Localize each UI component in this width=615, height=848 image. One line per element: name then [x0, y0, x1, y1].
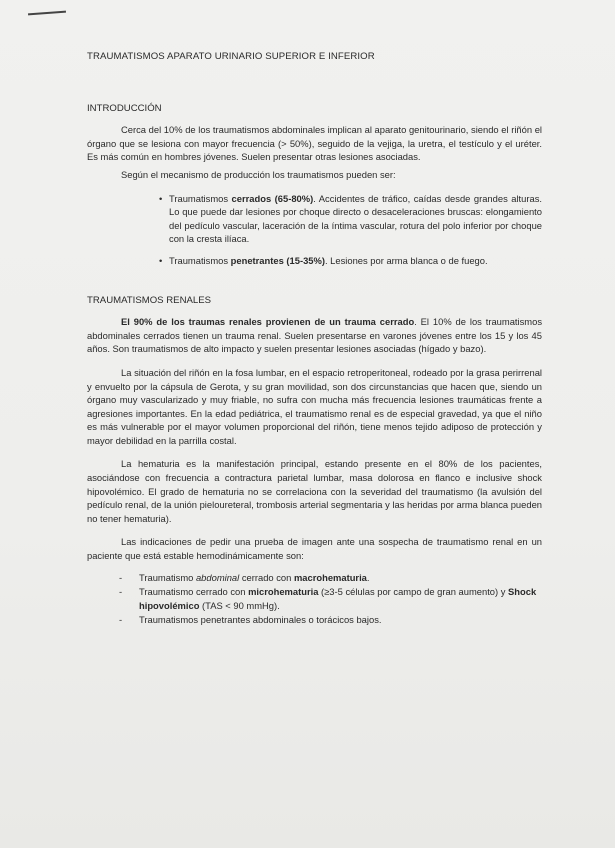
- imaging-indications-list: [115, 571, 542, 627]
- bullet-bold: cerrados (65-80%): [231, 192, 314, 204]
- intro-heading: INTRODUCCIÓN: [87, 102, 162, 114]
- indication-text: Traumatismo cerrado con: [139, 586, 249, 598]
- bullet-cerrados: [159, 192, 542, 246]
- indication-text: cerrado con: [239, 571, 294, 583]
- indication-bold: macrohematuria: [293, 571, 367, 583]
- renal-p1-text: . El 10% de los traumatismos abdominales cerrados tienen un trauma renal. Suelen presentarse en varones jóvenes entre los 15 y los 45 años. Son traumatismos de alto impacto y suelen presentar lesiones asociadas (hígado y bazo).: [87, 316, 543, 355]
- bullet-penetrantes: [159, 254, 542, 268]
- bullet-text: . Accidentes de tráfico, caídas desde grandes alturas. Lo que puede dar lesiones por choque directo o desaceleraciones bruscas: elongamiento del pedículo vascular, laceración de la íntima vascular, rotura del polo inferior por choque con la cresta ilíaca.: [169, 192, 542, 245]
- indication-italic: abdominal: [195, 571, 240, 583]
- renal-paragraph-1: [87, 315, 542, 356]
- indication-item: [115, 585, 542, 612]
- indication-text: .: [366, 571, 370, 583]
- renal-paragraph-3: La hematuria es la manifestación principal, estando presente en el 80% de los pacientes, asociándose con frecuencia a contractura parietal lumbar, masa dolorosa en flanco e inclusive shock hipovolémico. El grado de hematuria no se correlaciona con la severidad del traumatismo (la avulsión del pedículo renal, de la unión pieloureteral, trombosis arterial segmentaria y las heridas por arma blanca pueden no tener hematuria).: [87, 458, 542, 524]
- indication-text: (≥3-5 células por campo de gran aumento) y: [318, 586, 509, 598]
- intro-paragraph-1: Cerca del 10% de los traumatismos abdominales implican al aparato genitourinario, siendo el riñón el órgano que se lesiona con mayor frecuencia (> 50%), seguido de la vejiga, la uretra, el testículo y el uréter. Es más común en hombres jóvenes. Suelen presentar otras lesiones asociadas.: [87, 124, 542, 163]
- indication-item: [115, 571, 542, 585]
- bullet-bold: penetrantes (15-35%): [230, 254, 325, 266]
- renal-paragraph-4: Las indicaciones de pedir una prueba de imagen ante una sospecha de traumatismo renal en un paciente que está estable hemodinámicamente son:: [87, 536, 542, 562]
- indication-item: - Traumatismos penetrantes abdominales o torácicos bajos.: [115, 613, 542, 627]
- mechanism-list: [159, 192, 542, 268]
- renal-paragraph-2: La situación del riñón en la fosa lumbar, en el espacio retroperitoneal, rodeado por la grasa perirrenal y envuelto por la cápsula de Gerota, y su gran movilidad, son dos circunstancias que hacen que, siendo un órgano muy vascularizado y muy friable, no sufra con mucha más frecuencia lesiones traumáticas frente a agresiones importantes. En la edad pediátrica, el traumatismo renal es de especial gravedad, ya que el niño es más vulnerable por el mayor volumen proporcional del riñón, tiene menos tejido adiposo de protección y mayor debilidad en la parrilla costal.: [87, 366, 542, 446]
- document-title: TRAUMATISMOS APARATO URINARIO SUPERIOR E INFERIOR: [87, 51, 375, 62]
- indication-bold: microhematuria: [248, 586, 319, 598]
- bullet-text: . Lesiones por arma blanca o de fuego.: [324, 254, 488, 266]
- document-content: [87, 50, 542, 628]
- bullet-text: Traumatismos: [169, 254, 231, 266]
- indication-text: (TAS < 90 mmHg).: [199, 599, 280, 611]
- renal-heading: TRAUMATISMOS RENALES: [87, 294, 212, 306]
- indication-text: Traumatismo: [139, 571, 196, 583]
- intro-paragraph-2: Según el mecanismo de producción los traumatismos pueden ser:: [121, 168, 396, 180]
- indication-bold: Shock hipovolémico: [139, 586, 537, 611]
- bullet-text: Traumatismos: [169, 192, 232, 204]
- pen-mark: [28, 11, 66, 16]
- renal-p1-bold: El 90% de los traumas renales provienen de un trauma cerrado: [121, 316, 415, 328]
